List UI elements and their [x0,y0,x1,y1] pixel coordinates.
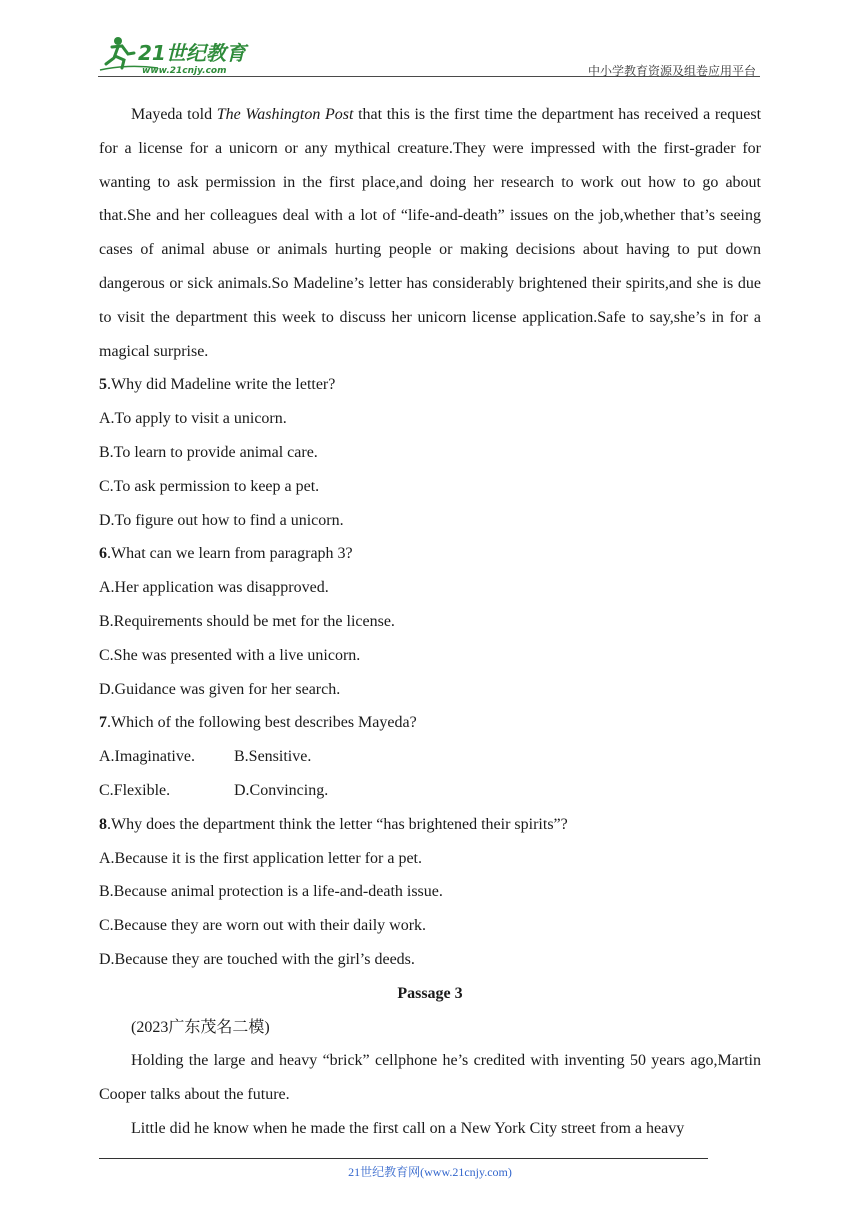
option-7b: B.Sensitive. [234,748,312,766]
header-divider [98,76,760,77]
option-6a: A.Her application was disapproved. [99,579,329,597]
logo-url: www.21cnjy.com [142,66,227,76]
option-7d: D.Convincing. [234,781,329,799]
newspaper-name: The Washington Post [216,106,354,123]
question-5: 5.Why did Madeline write the letter? [99,376,336,394]
source-note: (2023广东茂名二模) [131,1018,270,1036]
footer-link[interactable]: 21世纪教育网(www.21cnjy.com) [348,1165,512,1179]
option-6d: D.Guidance was given for her search. [99,680,341,698]
option-6b: B.Requirements should be met for the license. [99,612,395,630]
option-5a: A.To apply to visit a unicorn. [99,410,287,428]
question-7: 7.Which of the following best describes Mayeda? [99,714,417,732]
option-5c: C.To ask permission to keep a pet. [99,477,320,495]
document-body [99,98,761,1146]
option-6c: C.She was presented with a live unicorn. [99,646,361,664]
option-8b: B.Because animal protection is a life-and-death issue. [99,883,443,901]
option-5d: D.To figure out how to find a unicorn. [99,511,344,529]
paragraph-cooper: Holding the large and heavy “brick” cellphone he’s credited with inventing 50 years ago,Martin Cooper talks about the future. [99,1052,761,1104]
option-7a: A.Imaginative. [99,748,195,766]
options-7cd [99,774,761,808]
question-6: 6.What can we learn from paragraph 3? [99,545,353,563]
footer-divider [99,1158,708,1159]
site-logo [98,34,268,76]
paragraph-first-call: Little did he know when he made the first call on a New York City street from a heavy [131,1119,685,1137]
page-header [98,30,760,78]
passage-title: Passage 3 [397,984,463,1002]
option-5b: B.To learn to provide animal care. [99,443,318,461]
logo-text: 21世纪教育 [138,41,246,65]
paragraph-mayeda: Mayeda told The Washington Post that this is the first time the department has received a request for a license for a unicorn or any mythical creature.They were impressed with the first-grader for wanting to ask permission in the first place,and doing her research to work out how to go about that.She and her colleagues deal with a lot of “life-and-death” issues on the job,whether that’s seeing cases of animal abuse or animals hurting people or making decisions about having to put down dangerous or sick animals.So Madeline’s letter has considerably brightened their spirits,and she is due to visit the department this week to discuss her unicorn license application.Safe to say,she’s in for a magical surprise. [99,106,762,360]
option-8c: C.Because they are worn out with their daily work. [99,917,427,935]
options-7ab [99,740,761,774]
option-8d: D.Because they are touched with the girl’s deeds. [99,950,415,968]
option-8a: A.Because it is the first application letter for a pet. [99,849,422,867]
question-8: 8.Why does the department think the letter “has brightened their spirits”? [99,815,568,833]
option-7c: C.Flexible. [99,781,171,799]
site-name: 中小学教育资源及组卷应用平台 [587,64,756,78]
